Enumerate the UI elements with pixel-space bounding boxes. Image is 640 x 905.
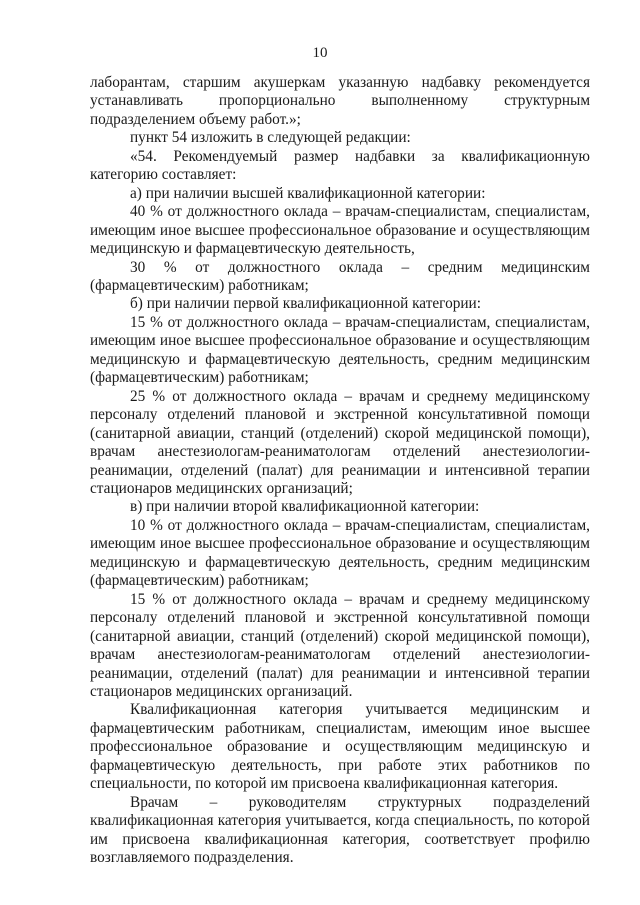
paragraph-b-25-percent: 25 % от должностного оклада – врачам и среднему медицинскому персоналу отделений плановой и экстренной консультативной помощи (санитарной авиации, станций (отделений) скорой медицинской помощи), врачам анестезиологам-реаниматологам отделений анестезиологии-реанимации, отделений (палат) для реанимации и интенсивной терапии стационаров медицинских организаций;: [90, 387, 590, 497]
paragraph-item-54: «54. Рекомендуемый размер надбавки за квалификационную категорию составляет:: [90, 147, 590, 184]
paragraph-v-10-percent: 10 % от должностного оклада – врачам-специалистам, специалистам, имеющим иное высшее профессиональное образование и осуществляющим медицинскую и фармацевтическую деятельность, средним медицинским (фармацевтическим) работникам;: [90, 516, 590, 590]
paragraph-continuation: лаборантам, старшим акушеркам указанную надбавку рекомендуется устанавливать пропорционально выполненному структурным подразделением объему работ.»;: [90, 74, 590, 128]
paragraph-subitem-a: а) при наличии высшей квалификационной категории:: [130, 184, 486, 202]
page-number: 10: [312, 45, 328, 61]
paragraph-b-15-percent: 15 % от должностного оклада – врачам-специалистам, специалистам, имеющим иное высшее профессиональное образование и осуществляющим медицинскую и фармацевтическую деятельность, средним медицинским (фармацевтическим) работникам;: [90, 313, 590, 387]
paragraph-heads-rule: Врачам – руководителям структурных подразделений квалификационная категория учитывается, когда специальность, по которой им присвоена квалификационная категория, соответствует профилю возглавляемого подразделения.: [90, 793, 590, 867]
paragraph-amendment-intro: пункт 54 изложить в следующей редакции:: [130, 129, 411, 147]
paragraph-a-30-percent: 30 % от должностного оклада – средним медицинским (фармацевтическим) работникам;: [90, 258, 590, 294]
document-body: [90, 74, 590, 867]
paragraph-category-rule: Квалификационная категория учитывается медицинским и фармацевтическим работникам, специалистам, имеющим иное высшее профессиональное образование и осуществляющим медицинскую и фармацевтическую деятельность, при работе этих работников по специальности, по которой им присвоена квалификационная категория.: [90, 701, 590, 793]
paragraph-subitem-b: б) при наличии первой квалификационной категории:: [130, 295, 481, 313]
paragraph-v-15-percent: 15 % от должностного оклада – врачам и среднему медицинскому персоналу отделений плановой и экстренной консультативной помощи (санитарной авиации, станций (отделений) скорой медицинской помощи), врачам анестезиологам-реаниматологам отделений анестезиологии-реанимации, отделений (палат) для реанимации и интенсивной терапии стационаров медицинских организаций.: [90, 590, 590, 700]
paragraph-a-40-percent: 40 % от должностного оклада – врачам-специалистам, специалистам, имеющим иное высшее профессиональное образование и осуществляющим медицинскую и фармацевтическую деятельность,: [90, 203, 590, 258]
paragraph-subitem-v: в) при наличии второй квалификационной категории:: [130, 498, 480, 516]
